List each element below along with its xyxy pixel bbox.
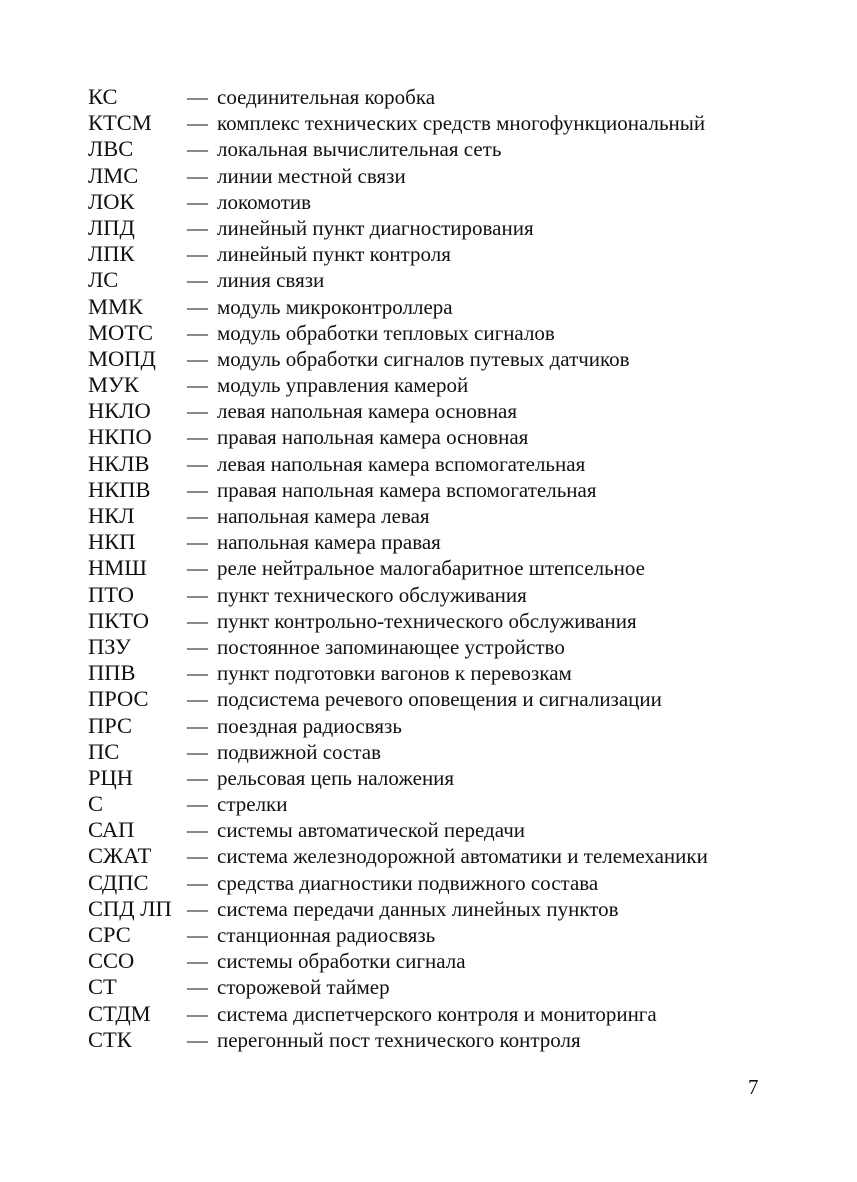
abbreviation-term: НМШ (88, 555, 147, 581)
abbreviation-row (88, 660, 788, 686)
abbreviation-row (88, 503, 788, 529)
abbreviation-term: ЛМС (88, 162, 139, 188)
abbreviation-definition: поездная радиосвязь (217, 713, 402, 738)
em-dash-separator: — (187, 1027, 208, 1052)
abbreviation-definition: модуль обработки тепловых сигналов (217, 320, 555, 345)
abbreviation-definition: стрелки (217, 792, 288, 817)
abbreviation-term: ПРОС (88, 686, 149, 712)
abbreviation-row (88, 267, 788, 293)
abbreviation-row (88, 1001, 788, 1027)
abbreviation-row (88, 451, 788, 477)
em-dash-separator: — (187, 687, 208, 712)
abbreviation-definition: сторожевой таймер (217, 975, 390, 1000)
em-dash-separator: — (187, 268, 208, 293)
em-dash-separator: — (187, 713, 208, 738)
abbreviation-definition: постоянное запоминающее устройство (217, 634, 565, 659)
em-dash-separator: — (187, 163, 208, 188)
abbreviation-term: ППВ (88, 660, 136, 686)
em-dash-separator: — (187, 765, 208, 790)
abbreviation-row (88, 372, 788, 398)
abbreviation-term: НКПВ (88, 476, 151, 502)
em-dash-separator: — (187, 85, 208, 109)
abbreviation-term: ПС (88, 738, 120, 764)
em-dash-separator: — (187, 582, 208, 607)
abbreviation-term: ЛВС (88, 136, 134, 162)
abbreviation-definition: пункт контрольно-технического обслуживания (217, 608, 637, 633)
abbreviation-row (88, 398, 788, 424)
em-dash-separator: — (187, 189, 208, 214)
abbreviation-row (88, 739, 788, 765)
abbreviation-definition: комплекс технических средств многофункциональный (217, 111, 706, 136)
abbreviation-row (88, 974, 788, 1000)
abbreviation-row (88, 163, 788, 189)
abbreviation-term: МУК (88, 372, 139, 398)
abbreviation-definition: реле нейтральное малогабаритное штепсельное (217, 556, 645, 581)
abbreviation-row (88, 424, 788, 450)
abbreviation-row (88, 346, 788, 372)
em-dash-separator: — (187, 111, 208, 136)
abbreviation-definition: линейный пункт диагностирования (217, 215, 534, 240)
abbreviation-term: КС (88, 84, 118, 109)
abbreviation-definition: системы автоматической передачи (217, 818, 525, 843)
em-dash-separator: — (187, 792, 208, 817)
em-dash-separator: — (187, 975, 208, 1000)
abbreviation-term: ЛПК (88, 241, 135, 267)
abbreviation-term: НКЛ (88, 503, 135, 528)
em-dash-separator: — (187, 844, 208, 869)
abbreviation-term: МОПД (88, 345, 156, 371)
abbreviation-definition: правая напольная камера основная (217, 425, 529, 450)
em-dash-separator: — (187, 556, 208, 581)
abbreviation-term: СДПС (88, 869, 149, 895)
abbreviation-term: НКЛВ (88, 450, 150, 476)
abbreviation-definition: подсистема речевого оповещения и сигнализации (217, 687, 662, 712)
abbreviation-row (88, 477, 788, 503)
abbreviation-row (88, 294, 788, 320)
abbreviation-definition: напольная камера левая (217, 504, 430, 528)
em-dash-separator: — (187, 294, 208, 319)
abbreviation-definition: система железнодорожной автоматики и телемеханики (217, 844, 708, 869)
abbreviation-term: НКП (88, 529, 136, 555)
abbreviation-definition: система диспетчерского контроля и мониторинга (217, 1001, 657, 1026)
abbreviation-definition: рельсовая цепь наложения (217, 765, 455, 790)
em-dash-separator: — (187, 504, 208, 528)
abbreviation-row (88, 1027, 788, 1053)
abbreviation-row (88, 686, 788, 712)
em-dash-separator: — (187, 1001, 208, 1026)
abbreviation-row (88, 713, 788, 739)
em-dash-separator: — (187, 661, 208, 686)
abbreviation-definition: левая напольная камера вспомогательная (217, 451, 586, 476)
abbreviation-term: ПЗУ (88, 633, 131, 659)
em-dash-separator: — (187, 242, 208, 267)
abbreviation-definition: средства диагностики подвижного состава (217, 870, 599, 895)
abbreviation-definition: локомотив (217, 189, 312, 214)
em-dash-separator: — (187, 346, 208, 371)
abbreviation-term: СРС (88, 922, 131, 947)
abbreviation-term: ПКТО (88, 607, 149, 633)
abbreviation-term: СТК (88, 1026, 132, 1052)
em-dash-separator: — (187, 870, 208, 895)
abbreviation-row (88, 555, 788, 581)
abbreviation-definition: линия связи (217, 268, 325, 293)
em-dash-separator: — (187, 818, 208, 843)
abbreviation-row (88, 529, 788, 555)
abbreviation-term: СТДМ (88, 1000, 151, 1026)
em-dash-separator: — (187, 425, 208, 450)
abbreviation-term: САП (88, 817, 135, 843)
abbreviation-term: ЛС (88, 267, 119, 293)
abbreviation-term: ССО (88, 948, 135, 974)
em-dash-separator: — (187, 634, 208, 659)
abbreviation-definition: локальная вычислительная сеть (217, 137, 502, 162)
abbreviation-term: С (88, 791, 104, 817)
em-dash-separator: — (187, 373, 208, 398)
abbreviation-list (88, 84, 788, 1053)
abbreviation-term: СЖАТ (88, 843, 152, 869)
abbreviation-row (88, 215, 788, 241)
em-dash-separator: — (187, 399, 208, 424)
abbreviation-row (88, 922, 788, 948)
abbreviation-row (88, 608, 788, 634)
em-dash-separator: — (187, 451, 208, 476)
abbreviation-row (88, 843, 788, 869)
abbreviation-row (88, 582, 788, 608)
abbreviation-definition: станционная радиосвязь (217, 923, 436, 947)
abbreviation-definition: пункт подготовки вагонов к перевозкам (217, 661, 572, 686)
abbreviation-row (88, 634, 788, 660)
abbreviation-row (88, 948, 788, 974)
em-dash-separator: — (187, 137, 208, 162)
abbreviation-definition: линейный пункт контроля (217, 242, 451, 267)
abbreviation-term: НКЛО (88, 398, 151, 424)
abbreviation-definition: модуль обработки сигналов путевых датчиков (217, 346, 630, 371)
abbreviation-term: МОТС (88, 319, 154, 345)
abbreviation-definition: модуль микроконтроллера (217, 294, 453, 319)
abbreviation-definition: перегонный пост технического контроля (217, 1027, 581, 1052)
abbreviation-row (88, 791, 788, 817)
abbreviation-term: СПД ЛП (88, 895, 172, 921)
abbreviation-row (88, 189, 788, 215)
abbreviation-term: ЛОК (88, 188, 135, 214)
abbreviation-definition: модуль управления камерой (217, 373, 469, 398)
abbreviation-term: ММК (88, 293, 144, 319)
em-dash-separator: — (187, 530, 208, 555)
em-dash-separator: — (187, 215, 208, 240)
abbreviation-row (88, 84, 788, 110)
em-dash-separator: — (187, 477, 208, 502)
abbreviation-term: ЛПД (88, 214, 135, 240)
abbreviation-term: РЦН (88, 764, 134, 790)
abbreviation-row (88, 320, 788, 346)
abbreviation-row (88, 241, 788, 267)
abbreviation-term: НКПО (88, 424, 152, 450)
page-number: 7 (748, 1075, 759, 1099)
em-dash-separator: — (187, 949, 208, 974)
em-dash-separator: — (187, 739, 208, 764)
em-dash-separator: — (187, 608, 208, 633)
em-dash-separator: — (187, 923, 208, 947)
abbreviation-definition: система передачи данных линейных пунктов (217, 896, 619, 921)
em-dash-separator: — (187, 896, 208, 921)
abbreviation-term: КТСМ (88, 110, 152, 136)
abbreviation-row (88, 870, 788, 896)
abbreviation-definition: левая напольная камера основная (217, 399, 518, 424)
abbreviation-definition: соединительная коробка (217, 85, 436, 109)
abbreviation-definition: пункт технического обслуживания (217, 582, 527, 607)
abbreviation-term: ПРС (88, 712, 133, 738)
abbreviation-definition: системы обработки сигнала (217, 949, 466, 974)
abbreviation-row (88, 817, 788, 843)
em-dash-separator: — (187, 320, 208, 345)
abbreviation-row (88, 136, 788, 162)
abbreviation-definition: линии местной связи (217, 163, 406, 188)
abbreviation-term: СТ (88, 974, 117, 1000)
abbreviation-definition: правая напольная камера вспомогательная (217, 477, 597, 502)
abbreviation-definition: подвижной состав (217, 739, 382, 764)
abbreviation-row (88, 765, 788, 791)
abbreviation-definition: напольная камера правая (217, 530, 441, 555)
abbreviation-row (88, 896, 788, 922)
abbreviation-term: ПТО (88, 581, 134, 607)
abbreviation-row (88, 110, 788, 136)
